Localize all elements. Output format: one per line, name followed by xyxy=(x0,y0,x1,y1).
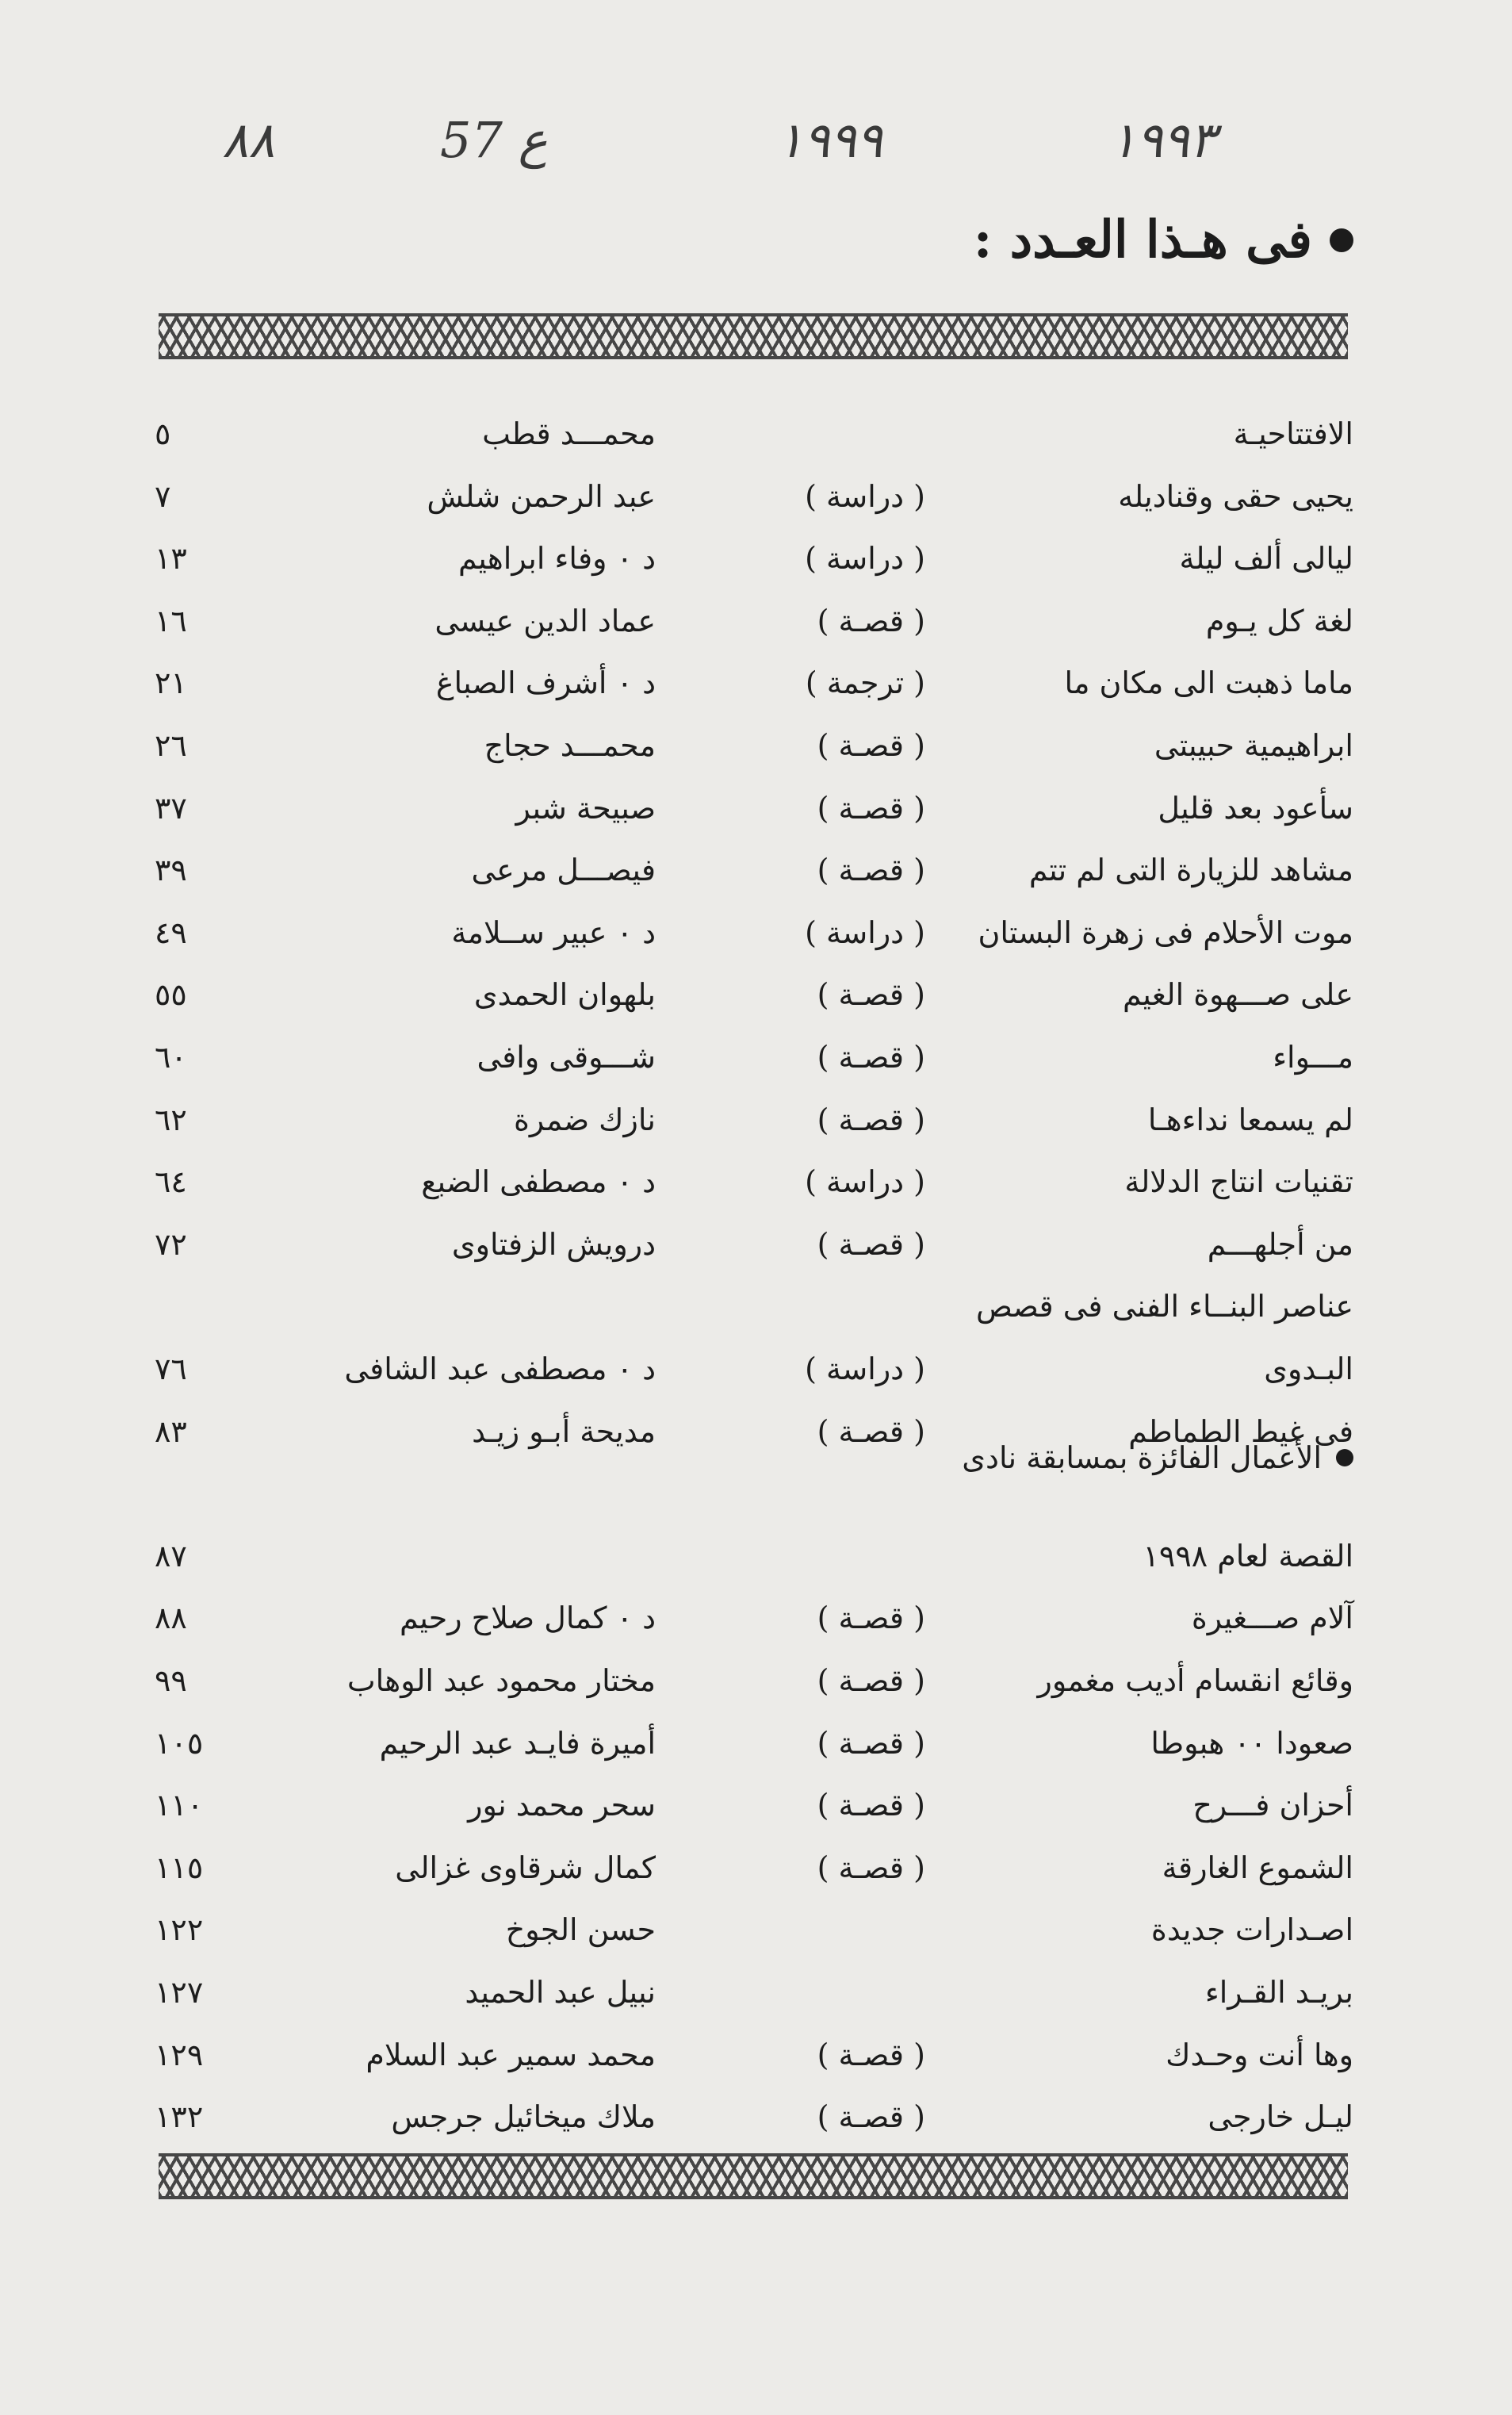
entry-page: ٢١ xyxy=(155,665,187,701)
toc-entry xyxy=(0,2086,1512,2148)
entry-author: عماد الدين عيسى xyxy=(434,603,656,638)
toc-entry xyxy=(0,403,1512,465)
handwritten-note: ع 57 xyxy=(440,111,548,169)
toc-entry xyxy=(0,1712,1512,1774)
entry-author: د ٠ وفاء ابراهيم xyxy=(457,541,656,577)
entry-genre: ( قصـة ) xyxy=(817,1725,925,1761)
contest-note-text: الأعمال الفائزة بمسابقة نادى xyxy=(962,1440,1322,1475)
entry-genre: ( قصـة ) xyxy=(817,1600,925,1636)
contest-note xyxy=(962,1440,1353,1475)
entry-title: فى غيط الطماطم xyxy=(1128,1413,1353,1449)
entry-author: أميرة فايـد عبد الرحيم xyxy=(379,1725,656,1761)
toc-entry xyxy=(0,1525,1512,1587)
toc-entry xyxy=(0,1837,1512,1899)
entry-title: بريـد القـراء xyxy=(1204,1975,1353,2010)
entry-page: ٧٢ xyxy=(155,1226,187,1262)
toc-entry xyxy=(0,715,1512,776)
heading-text: فى هـذا العـدد : xyxy=(973,210,1312,270)
entry-page: ١٠٥ xyxy=(155,1725,204,1761)
entry-title: لغة كل يـوم xyxy=(1205,603,1353,638)
entry-title: أحزان فـــرح xyxy=(1192,1788,1353,1823)
entry-genre: ( قصـة ) xyxy=(817,1663,925,1698)
entry-page: ٦٢ xyxy=(155,1102,187,1137)
toc-entry xyxy=(0,1026,1512,1088)
entry-page: ١٢٩ xyxy=(155,2037,204,2072)
entry-author: د ٠ مصطفى عبد الشافى xyxy=(344,1351,656,1386)
entry-author: د ٠ عبير ســلامة xyxy=(451,914,656,950)
entry-title: القصة لعام ١٩٩٨ xyxy=(1143,1538,1353,1574)
entry-page: ١٦ xyxy=(155,603,187,638)
entry-title: تقنيات انتاج الدلالة xyxy=(1124,1164,1353,1200)
entry-title: من أجلهـــم xyxy=(1207,1226,1353,1262)
entry-author: د ٠ كمال صلاح رحيم xyxy=(400,1600,656,1636)
entry-title: الشموع الغارقة xyxy=(1162,1850,1353,1885)
entry-genre: ( قصـة ) xyxy=(817,1102,925,1137)
entry-author: محمـــد قطب xyxy=(482,416,656,451)
entry-genre: ( قصـة ) xyxy=(817,1040,925,1075)
entry-genre: ( دراسة ) xyxy=(805,1164,925,1200)
toc-entry xyxy=(0,2024,1512,2086)
entry-genre: ( دراسة ) xyxy=(805,914,925,950)
toc-entry xyxy=(0,1899,1512,1961)
entry-title: يحيى حقى وقناديله xyxy=(1118,478,1353,514)
entry-genre: ( قصـة ) xyxy=(817,977,925,1013)
entry-page: ٣٧ xyxy=(155,790,187,826)
entry-page: ٨٣ xyxy=(155,1413,187,1449)
entry-title: وها أنت وحـدك xyxy=(1166,2037,1353,2072)
entry-title: عناصر البنــاء الفنى فى قصص xyxy=(975,1289,1353,1324)
entry-page: ١٢٢ xyxy=(155,1912,204,1948)
entry-page: ٨٨ xyxy=(155,1600,187,1636)
entry-title: ليالى ألف ليلة xyxy=(1179,541,1353,577)
top-decorative-border xyxy=(159,313,1348,359)
entry-author: د ٠ مصطفى الضبع xyxy=(421,1164,656,1200)
entry-genre: ( دراسة ) xyxy=(805,478,925,514)
entry-title: وقائع انقسام أديب مغمور xyxy=(1037,1663,1353,1698)
entry-page: ١٣٢ xyxy=(155,2099,204,2135)
entry-title: موت الأحلام فى زهرة البستان xyxy=(978,914,1353,950)
toc-entry xyxy=(0,1338,1512,1400)
entry-title: لم يسمعا نداءهـا xyxy=(1147,1102,1353,1137)
entry-author: نازك ضمرة xyxy=(513,1102,656,1137)
entry-title: البـدوى xyxy=(1264,1351,1353,1386)
entry-page: ٤٩ xyxy=(155,914,187,950)
entry-title: على صـــهوة الغيم xyxy=(1122,977,1353,1013)
entry-page: ٦٤ xyxy=(155,1164,187,1200)
entry-page: ٥٥ xyxy=(155,977,187,1013)
entry-title: الافتتاحيـة xyxy=(1233,416,1353,451)
toc-entry xyxy=(0,590,1512,652)
entry-page: ٩٩ xyxy=(155,1663,187,1698)
entry-genre: ( قصـة ) xyxy=(817,1413,925,1449)
toc-entry xyxy=(0,1774,1512,1836)
bullet-icon xyxy=(1336,1449,1353,1466)
toc-entry xyxy=(0,964,1512,1025)
entry-title: سأعود بعد قليل xyxy=(1158,790,1353,826)
toc-entry xyxy=(0,1587,1512,1649)
entry-page: ٢٦ xyxy=(155,728,187,763)
entry-page: ٣٩ xyxy=(155,853,187,888)
entry-genre: ( قصـة ) xyxy=(817,728,925,763)
entry-author: فيصـــل مرعى xyxy=(471,853,656,888)
toc-entry xyxy=(0,1961,1512,2023)
entry-page: ١٣ xyxy=(155,541,187,577)
entry-page: ٨٧ xyxy=(155,1538,187,1574)
entry-title: صعودا ٠٠ هبوطا xyxy=(1150,1725,1353,1761)
entry-author: حسن الجوخ xyxy=(505,1912,656,1948)
entry-genre: ( قصـة ) xyxy=(817,1850,925,1885)
entry-title: مشاهد للزيارة التى لم تتم xyxy=(1028,853,1353,888)
toc-entry xyxy=(0,902,1512,964)
bottom-decorative-border xyxy=(159,2153,1348,2199)
entry-author: نبيل عبد الحميد xyxy=(465,1975,656,2010)
entry-genre: ( قصـة ) xyxy=(817,1788,925,1823)
entry-page: ٥ xyxy=(155,416,171,451)
entry-page: ٦٠ xyxy=(155,1040,187,1075)
entry-author: مديحة أبـو زيـد xyxy=(472,1413,656,1449)
toc-entry xyxy=(0,527,1512,589)
entry-genre: ( ترجمة ) xyxy=(805,665,925,701)
entry-genre: ( قصـة ) xyxy=(817,853,925,888)
entry-title: ماما ذهبت الى مكان ما xyxy=(1064,665,1353,701)
toc-entry xyxy=(0,839,1512,901)
entry-author: ملاك ميخائيل جرجس xyxy=(391,2099,656,2135)
entry-genre: ( قصـة ) xyxy=(817,2037,925,2072)
entry-author: محمـــد حجاج xyxy=(484,728,656,763)
toc-entry xyxy=(0,777,1512,839)
entry-author: درويش الزفتاوى xyxy=(451,1226,656,1262)
entry-author: عبد الرحمن شلش xyxy=(427,478,656,514)
toc-entry xyxy=(0,652,1512,714)
entry-author: محمد سمير عبد السلام xyxy=(366,2037,656,2072)
entry-author: سحر محمد نور xyxy=(468,1788,656,1823)
entry-genre: ( دراسة ) xyxy=(805,541,925,577)
toc-entry xyxy=(0,1650,1512,1712)
entry-genre: ( قصـة ) xyxy=(817,2099,925,2135)
entry-title: مـــواء xyxy=(1273,1040,1353,1075)
entry-page: ٧ xyxy=(155,478,171,514)
handwritten-note: ١٩٩٣ xyxy=(1110,111,1216,169)
entry-author: شـــوقى وافى xyxy=(477,1040,656,1075)
entry-genre: ( دراسة ) xyxy=(805,1351,925,1386)
toc-entry xyxy=(0,1213,1512,1275)
toc-entry xyxy=(0,1151,1512,1213)
entry-author: د ٠ أشرف الصباغ xyxy=(435,665,656,701)
entry-author: مختار محمود عبد الوهاب xyxy=(346,1663,656,1698)
entry-page: ١٢٧ xyxy=(155,1975,204,2010)
entry-page: ١١٥ xyxy=(155,1850,204,1885)
entry-genre: ( قصـة ) xyxy=(817,603,925,638)
bullet-icon xyxy=(1330,228,1353,252)
handwritten-note: ١٩٩٩ xyxy=(777,111,883,169)
entry-page: ١١٠ xyxy=(155,1788,204,1823)
entry-title: ليـل خارجى xyxy=(1208,2099,1353,2135)
toc-entry xyxy=(0,1275,1512,1337)
entry-page: ٧٦ xyxy=(155,1351,187,1386)
entry-author: صبيحة شبر xyxy=(515,790,656,826)
entry-author: بلهوان الحمدى xyxy=(473,977,656,1013)
entry-title: آلام صـــغيرة xyxy=(1191,1600,1353,1636)
toc-entry xyxy=(0,1089,1512,1151)
entry-genre: ( قصـة ) xyxy=(817,1226,925,1262)
toc-entry xyxy=(0,466,1512,527)
section-heading xyxy=(974,210,1353,270)
entry-genre: ( قصـة ) xyxy=(817,790,925,826)
handwritten-note: ٨٨ xyxy=(222,111,275,169)
entry-title: ابراهيمية حبيبتى xyxy=(1154,728,1353,763)
entry-author: كمال شرقاوى غزالى xyxy=(395,1850,656,1885)
entry-title: اصـدارات جديدة xyxy=(1150,1912,1353,1948)
